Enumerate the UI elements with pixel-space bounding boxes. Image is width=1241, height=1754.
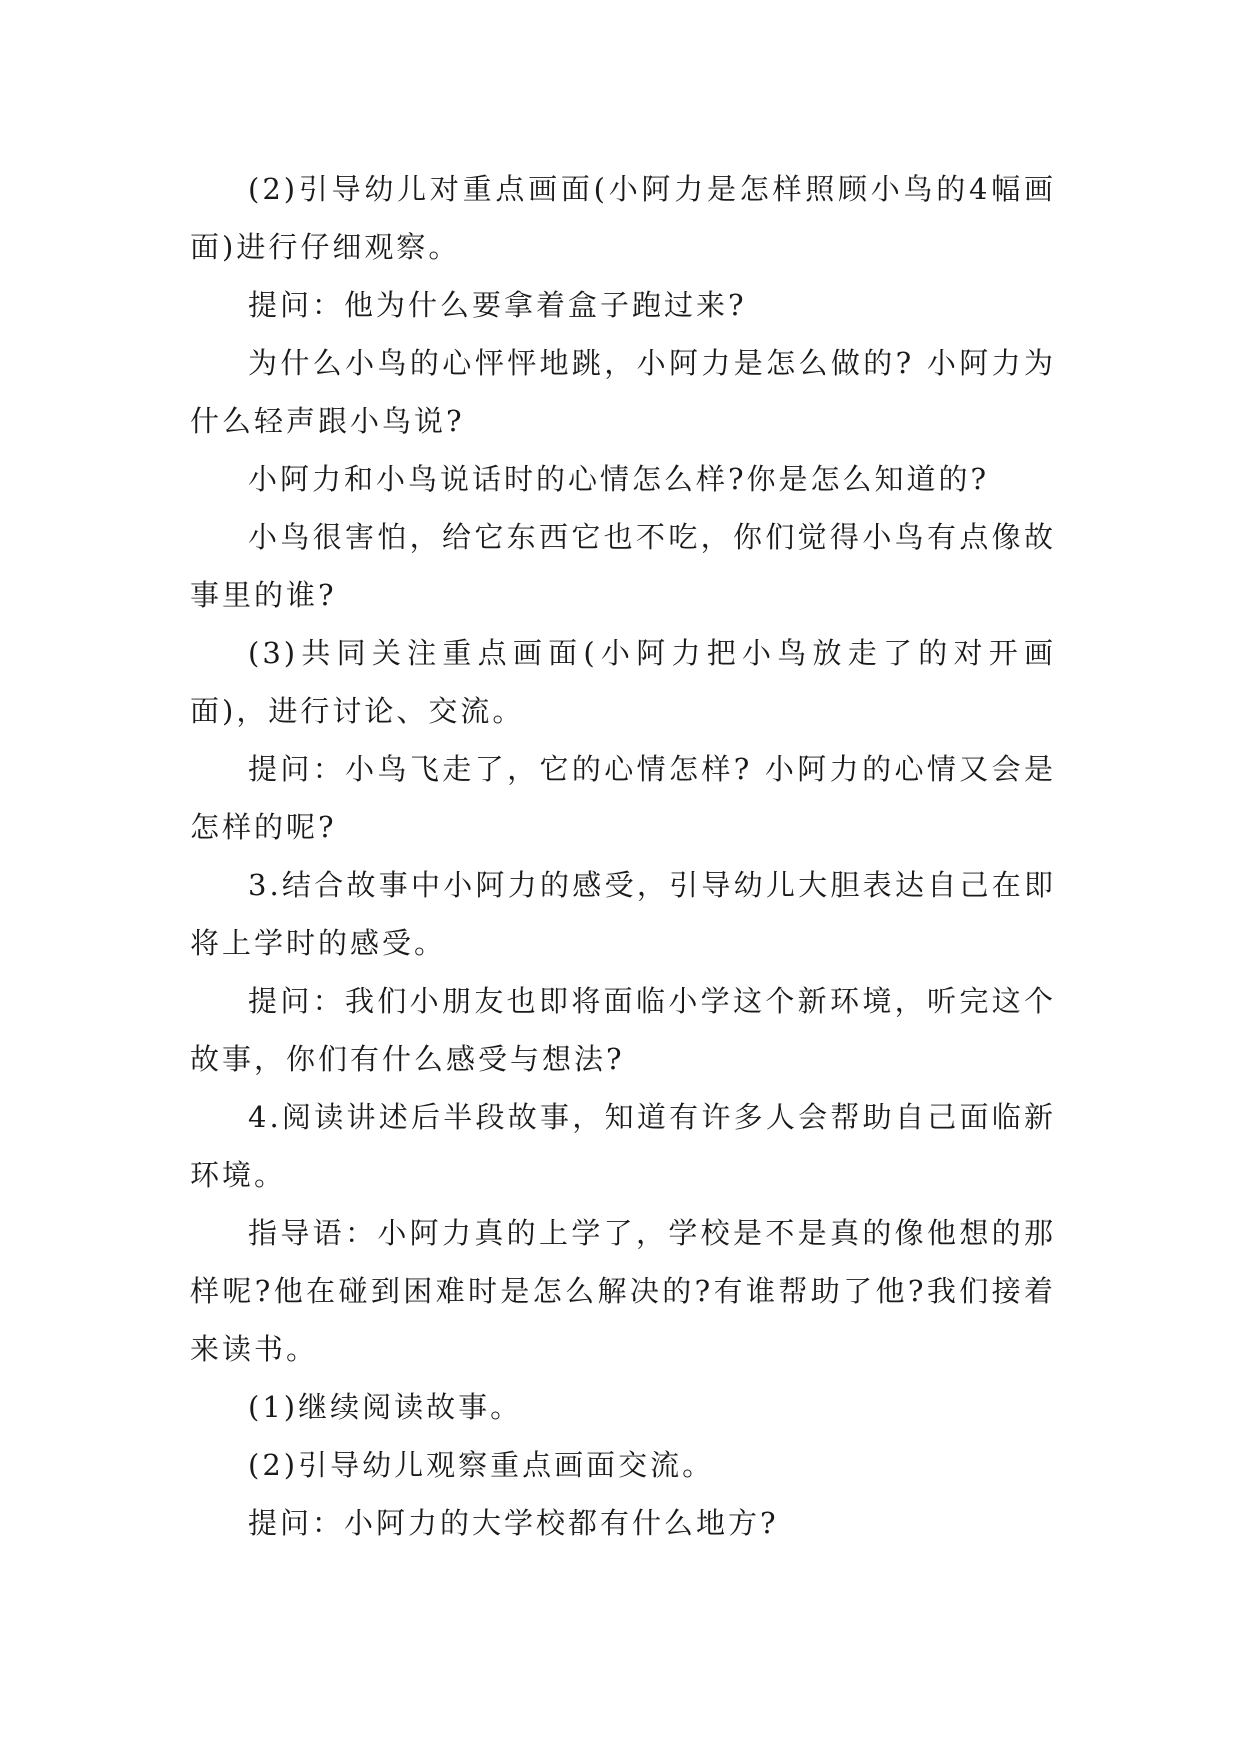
paragraph: (1)继续阅读故事。 (248, 1390, 523, 1424)
document-body (190, 160, 1056, 1552)
paragraph: (3)共同关注重点画面(小阿力把小鸟放走了的对开画面)，进行讨论、交流。 (190, 636, 1056, 728)
paragraph: (2)引导幼儿对重点画面(小阿力是怎样照顾小鸟的4幅画面)进行仔细观察。 (190, 172, 1056, 264)
paragraph: (2)引导幼儿观察重点画面交流。 (248, 1448, 715, 1482)
paragraph: 指导语：小阿力真的上学了，学校是不是真的像他想的那样呢?他在碰到困难时是怎么解决的?有谁帮助了他?我们接着来读书。 (190, 1216, 1056, 1366)
paragraph: 为什么小鸟的心怦怦地跳，小阿力是怎么做的? 小阿力为什么轻声跟小鸟说? (190, 346, 1056, 438)
paragraph: 小阿力和小鸟说话时的心情怎么样?你是怎么知道的? (248, 462, 990, 496)
paragraph: 提问：小鸟飞走了，它的心情怎样? 小阿力的心情又会是怎样的呢? (190, 752, 1056, 844)
paragraph: 3.结合故事中小阿力的感受，引导幼儿大胆表达自己在即将上学时的感受。 (190, 868, 1056, 960)
paragraph: 小鸟很害怕，给它东西它也不吃，你们觉得小鸟有点像故事里的谁? (190, 520, 1056, 612)
paragraph: 4.阅读讲述后半段故事，知道有许多人会帮助自己面临新环境。 (190, 1100, 1056, 1192)
paragraph: 提问：他为什么要拿着盒子跑过来? (248, 288, 747, 322)
paragraph: 提问：我们小朋友也即将面临小学这个新环境，听完这个故事，你们有什么感受与想法? (190, 984, 1056, 1076)
paragraph: 提问：小阿力的大学校都有什么地方? (248, 1506, 779, 1540)
